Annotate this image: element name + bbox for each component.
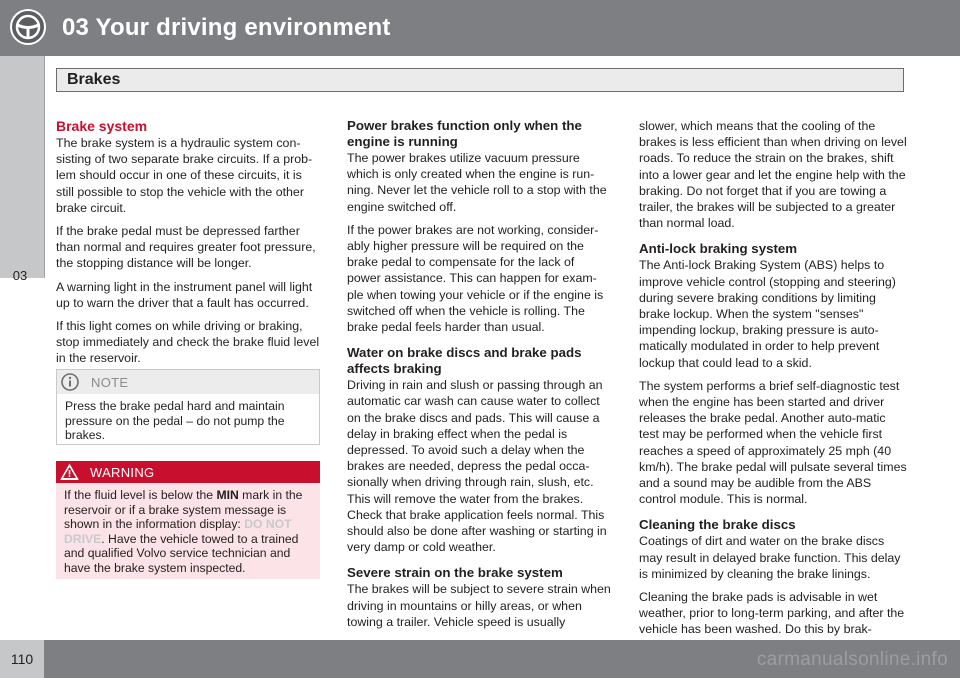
paragraph: If the power brakes are not working, consider-ably higher pressure will be required on the brake pedal to compensate for the lack of power assistance. This can happen for exam-ple when towing your vehicle or if the engine is switched off when the vehicle is rolling. The brake pedal feels harder than usual. [347, 222, 604, 335]
chapter-tab [0, 56, 45, 283]
note-text: Press the brake pedal hard and maintain pressure on the pedal – do not pump the brakes. [65, 399, 285, 443]
column-1 [56, 118, 320, 374]
section-title: Brakes [67, 71, 121, 88]
heading-power-brakes: Power brakes function only when the engine is running [347, 118, 582, 149]
paragraph: Cleaning the brake pads is advisable in wet weather, prior to long-term parking, and after the vehicle has been washed. Do this by brak- [639, 590, 905, 637]
warning-header [56, 461, 320, 483]
note-label: NOTE [91, 375, 129, 390]
chapter-number: 03 [12, 268, 28, 283]
column-3 [639, 118, 907, 645]
page-footer [0, 640, 960, 678]
heading-severe-strain: Severe strain on the brake system [347, 565, 563, 581]
paragraph: The Anti-lock Braking System (ABS) helps to improve vehicle control (stopping and steering) during severe braking conditions by limiting brake lockup. When the system "senses" impending lockup, braking pressure is auto-matically modulated in order to help prevent lockup that could lead to a skid. [639, 258, 896, 370]
paragraph: Coatings of dirt and water on the brake discs may result in delayed brake function. This delay is minimized by cleaning the brake linings. [639, 534, 901, 581]
chapter-title: 03 Your driving environment [62, 14, 391, 41]
note-box [56, 369, 320, 445]
footer-tab [0, 640, 44, 678]
heading-anti-lock: Anti-lock braking system [639, 241, 798, 257]
note-header [57, 370, 319, 394]
warning-text: If the fluid level is below the MIN mark in the reservoir or if a brake system message is shown in the information display: DO NOT DRIVE. Have the vehicle towed to a trained and qualified Volvo service technician and have the brake system inspected. [64, 488, 303, 575]
column-2 [347, 118, 611, 637]
heading-cleaning-discs: Cleaning the brake discs [639, 517, 796, 533]
chapter-header [0, 0, 960, 56]
page-number: 110 [10, 651, 34, 667]
paragraph: Driving in rain and slush or passing through an automatic car wash can cause water to collect on the brake discs and pads. This will cause a delay in braking effect when the pedal is depressed. To avoid such a delay when the brakes are needed, depress the pedal occa-sionally when driving through rain, slush, etc. This will remove the water from the brakes. Check that brake application feels normal. This should also be done after washing or starting in very damp or cold weather. [347, 378, 607, 555]
min-mark: MIN [216, 488, 239, 502]
warning-box [56, 461, 320, 579]
warning-label: WARNING [90, 465, 155, 480]
warning-triangle-icon [60, 463, 79, 481]
watermark: carmanualsonline.info [756, 649, 948, 670]
info-icon [61, 373, 79, 391]
paragraph: If the brake pedal must be depressed farther than normal and requires greater foot pressure, the stopping distance will be longer. [56, 224, 316, 271]
steering-wheel-icon [9, 8, 47, 46]
heading-brake-system: Brake system [56, 118, 148, 134]
paragraph: The brakes will be subject to severe strain when driving in mountains or hilly areas, or when towing a trailer. Vehicle speed is usually [347, 582, 611, 629]
heading-water-on-brakes: Water on brake discs and brake pads affects braking [347, 345, 582, 377]
paragraph: A warning light in the instrument panel will light up to warn the driver that a fault has occurred. [56, 279, 313, 310]
paragraph: The system performs a brief self-diagnostic test when the engine has been started and driver releases the brake pedal. Another auto-matic test may be performed when the vehicle first reaches a speed of approximately 25 mph (40 km/h). The brake pedal will pulsate several times and a sound may be audible from the ABS control module. This is normal. [639, 378, 907, 507]
paragraph: slower, which means that the cooling of the brakes is less efficient than when driving on level roads. To reduce the strain on the brakes, shift into a lower gear and let the engine help with the braking. Do not forget that if you are towing a trailer, the brakes will be subjected to a greater than normal load. [639, 119, 907, 231]
paragraph: The power brakes utilize vacuum pressure which is only created when the engine is run-ning. Never let the vehicle roll to a stop with the engine switched off. [347, 151, 607, 214]
paragraph: The brake system is a hydraulic system con-sisting of two separate brake circuits. If a prob-lem should occur in one of these circuits, it is still possible to stop the vehicle with the other brake circuit. [56, 136, 313, 215]
paragraph: If this light comes on while driving or braking, stop immediately and check the brake fluid level in the reservoir. [56, 319, 320, 366]
do-not-drive-message: DO NOT DRIVE [64, 517, 292, 546]
section-header [56, 68, 904, 92]
